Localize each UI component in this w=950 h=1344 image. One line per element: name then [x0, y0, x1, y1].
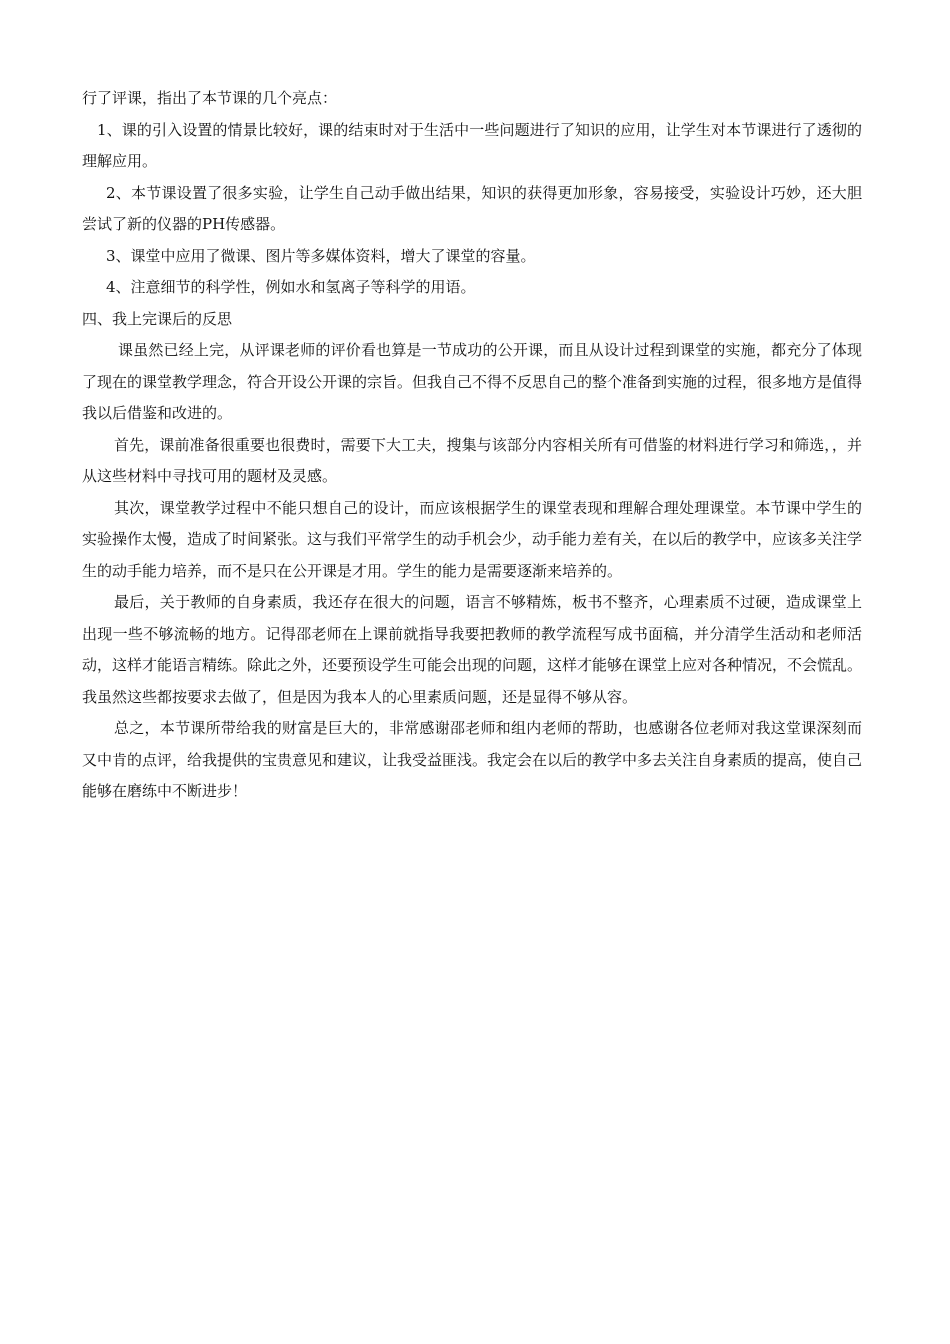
document-body — [82, 83, 862, 808]
list-item-highlight-4: 4、注意细节的科学性，例如水和氢离子等科学的用语。 — [106, 278, 476, 296]
section-heading-reflection: 四、我上完课后的反思 — [82, 309, 233, 328]
paragraph-first: 首先，课前准备很重要也很费时，需要下大工夫，搜集与该部分内容相关所有可借鉴的材料进行学习和筛选，，并从这些材料中寻找可用的题材及灵感。 — [82, 435, 862, 485]
paragraph-finally: 最后，关于教师的自身素质，我还存在很大的问题，语言不够精炼，板书不整齐，心理素质不过硬，造成课堂上出现一些不够流畅的地方。记得邵老师在上课前就指导我要把教师的教学流程写成书面稿，并分清学生活动和老师活动，这样才能语言精练。除此之外，还要预设学生可能会出现的问题，这样才能够在课堂上应对各种情况，不会慌乱。我虽然这些都按要求去做了，但是因为我本人的心里素质问题，还是显得不够从容。 — [82, 593, 863, 706]
paragraph-second: 其次，课堂教学过程中不能只想自己的设计，而应该根据学生的课堂表现和理解合理处理课堂。本节课中学生的实验操作太慢，造成了时间紧张。这与我们平常学生的动手机会少，动手能力差有关，在以后的教学中，应该多关注学生的动手能力培养，而不是只在公开课是才用。学生的能力是需要逐渐来培养的。 — [82, 498, 863, 580]
list-item-highlight-3: 3、课堂中应用了微课、图片等多媒体资料，增大了课堂的容量。 — [106, 246, 536, 265]
paragraph-conclusion: 总之，本节课所带给我的财富是巨大的，非常感谢邵老师和组内老师的帮助，也感谢各位老师对我这堂课深刻而又中肯的点评，给我提供的宝贵意见和建议，让我受益匪浅。我定会在以后的教学中多去关注自身素质的提高，使自己能够在磨练中不断进步！ — [82, 719, 863, 800]
paragraph-reflection-overview: 课虽然已经上完，从评课老师的评价看也算是一节成功的公开课，而且从设计过程到课堂的实施，都充分了体现了现在的课堂教学理念，符合开设公开课的宗旨。但我自己不得不反思自己的整个准备到实施的过程，很多地方是值得我以后借鉴和改进的。 — [82, 341, 863, 422]
paragraph-intro-continuation: 行了评课，指出了本节课的几个亮点： — [82, 89, 338, 107]
list-item-highlight-2: 2、本节课设置了很多实验，让学生自己动手做出结果，知识的获得更加形象，容易接受，实验设计巧妙，还大胆尝试了新的仪器的PH传感器。 — [82, 183, 862, 233]
list-item-highlight-1: 1、课的引入设置的情景比较好，课的结束时对于生活中一些问题进行了知识的应用，让学生对本节课进行了透彻的理解应用。 — [82, 120, 862, 170]
